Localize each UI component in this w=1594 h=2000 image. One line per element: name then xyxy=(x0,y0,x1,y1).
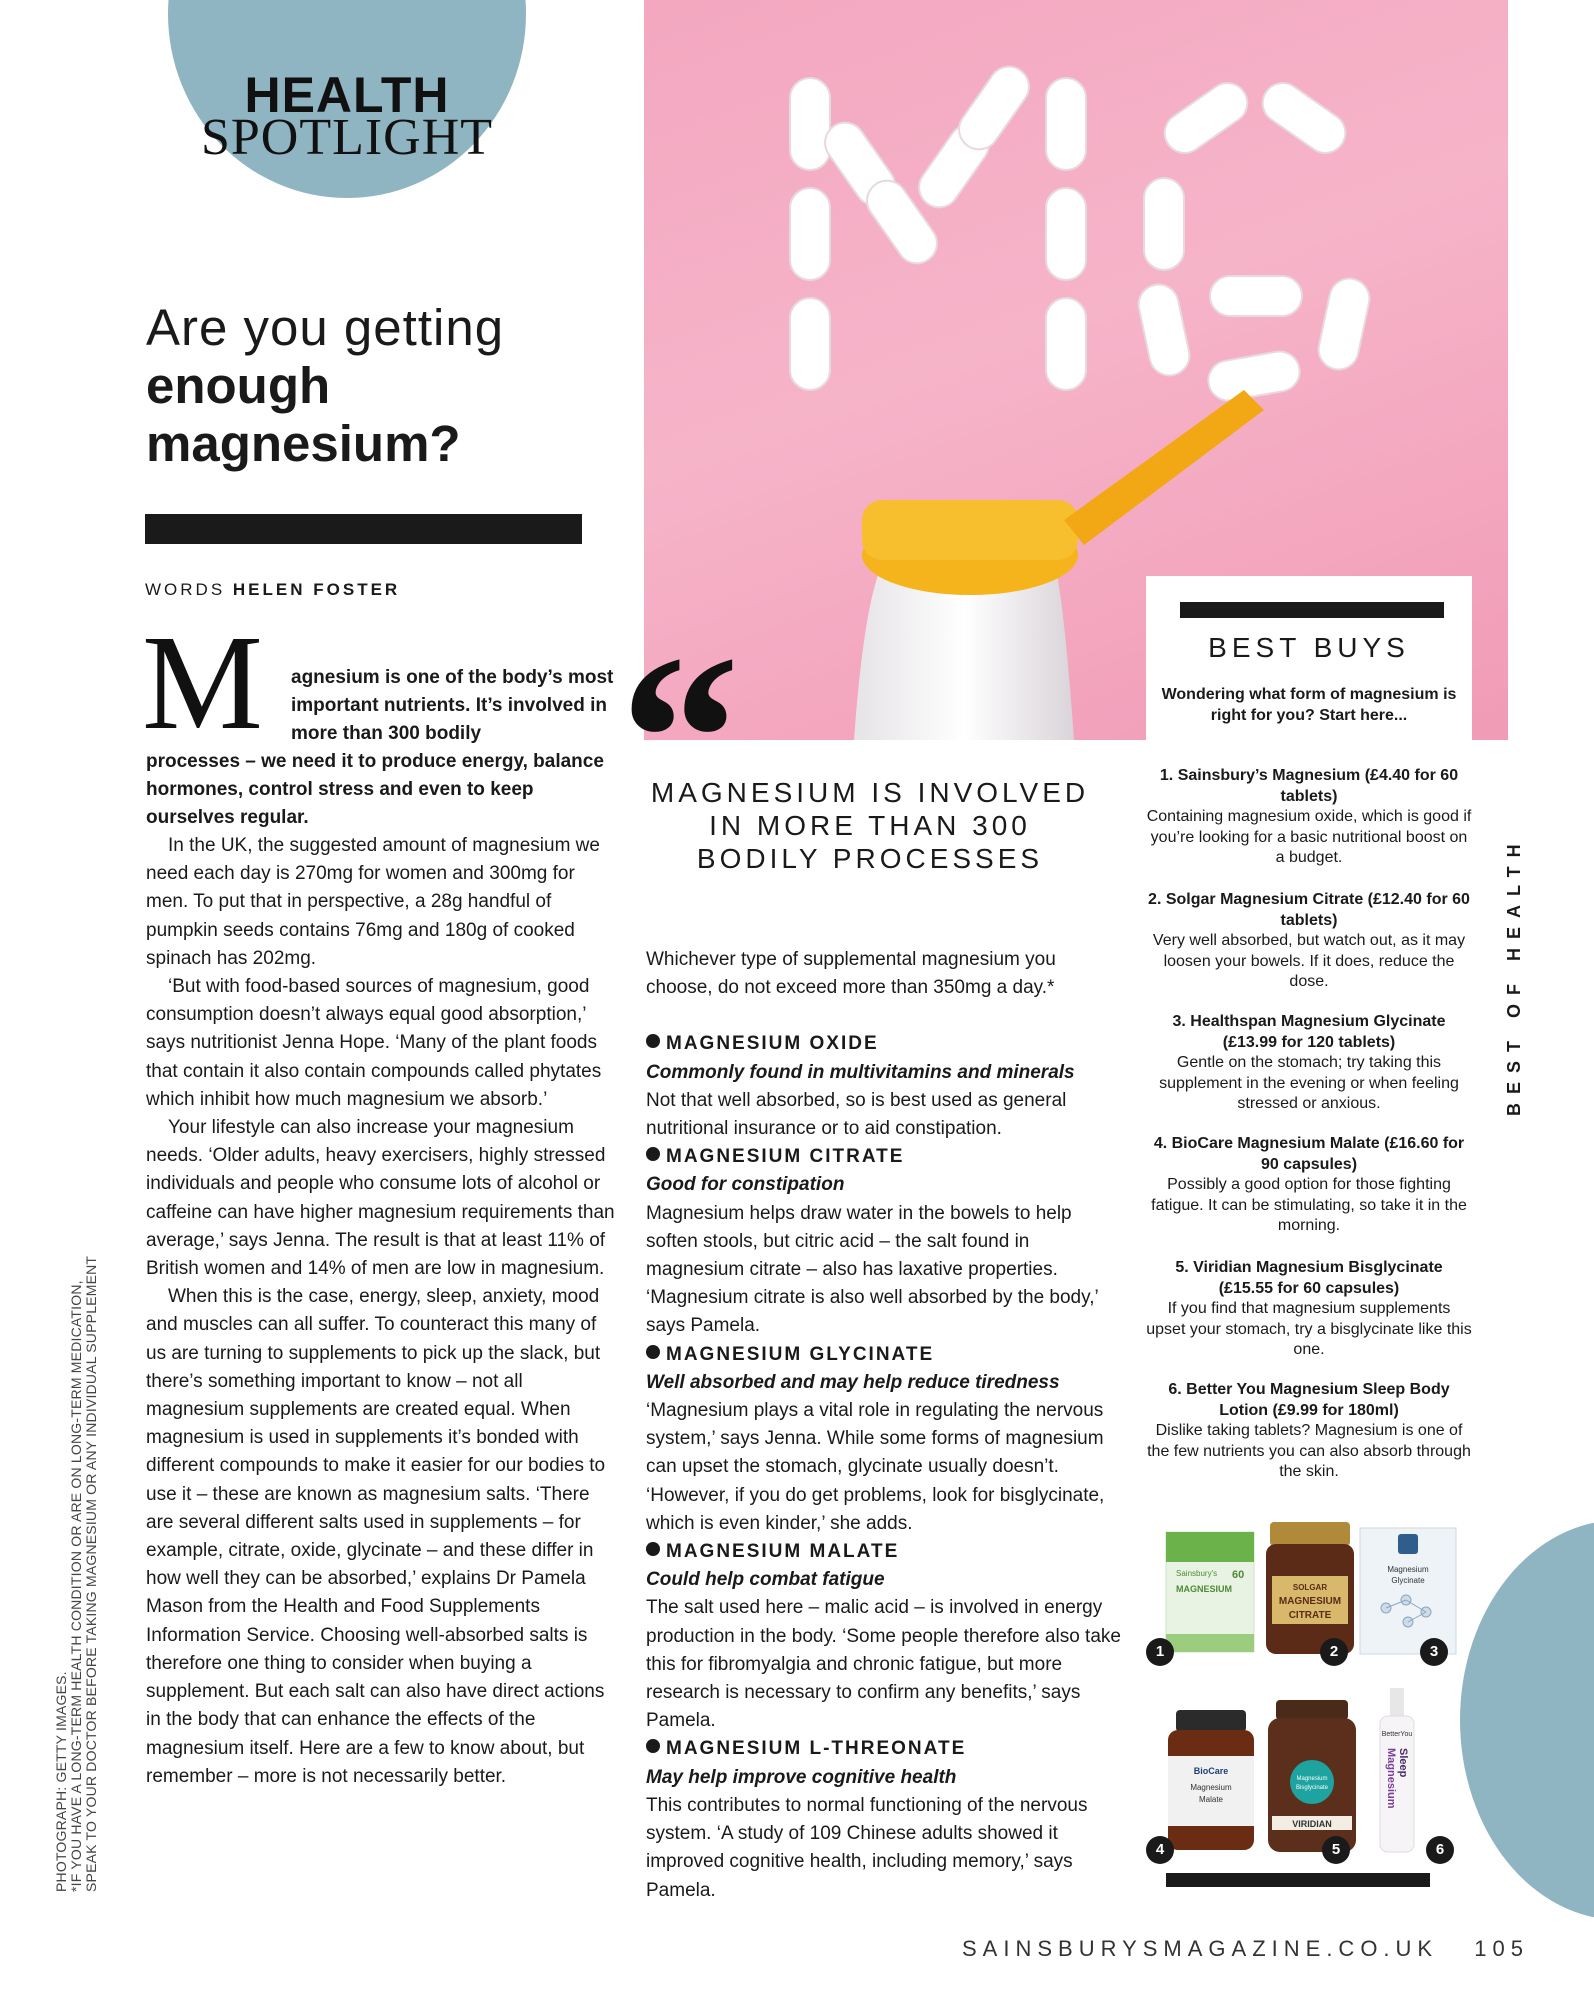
guide-section xyxy=(646,1143,1122,1340)
byline-label: WORDS xyxy=(145,580,226,599)
guide-section xyxy=(646,1030,1122,1143)
guide-section-tagline: Well absorbed and may help reduce tiredness xyxy=(646,1371,1060,1393)
pack-4-name: Magnesium xyxy=(1190,1783,1232,1792)
pack-2-form: CITRATE xyxy=(1288,1610,1332,1621)
guide-section-body: ‘Magnesium plays a vital role in regulating the nervous system,’ says Jenna. While some forms of magnesium can upset the stomach, glycinate usually doesn’t. ‘However, if you do get problems, look for bisglycinate, which is even kinder,’ she adds. xyxy=(646,1400,1105,1534)
section-label-spotlight: SPOTLIGHT xyxy=(200,109,494,166)
best-buy-desc: Possibly a good option for those fighting fatigue. It can be stimulating, so take it in the morning. xyxy=(1151,1176,1467,1234)
section-label-health: HEALTH xyxy=(244,67,450,123)
guide-section-title: MAGNESIUM GLYCINATE xyxy=(646,1341,1122,1369)
article-paragraph: Your lifestyle can also increase your magnesium needs. ‘Older adults, heavy exercisers, highly stressed individuals and people who consume lots of alcohol or caffeine can have higher magnesium requirements than average,’ says Jenna. The result is that at least 11% of British women and 14% of men are low in magnesium. xyxy=(146,1117,615,1280)
guide-section-title: MAGNESIUM L-THREONATE xyxy=(646,1735,1122,1763)
pack-1-count: 60 xyxy=(1232,1569,1245,1581)
guide-section-body: The salt used here – malic acid – is involved in energy production in the body. ‘Some people therefore also take this for fibromyalgia and chronic fatigue, but more research is necessary to confirm any benefits,’ says Pamela. xyxy=(646,1597,1121,1732)
pack-5-brand: VIRIDIAN xyxy=(1292,1819,1332,1829)
pack-6-name: Magnesium xyxy=(1385,1748,1397,1809)
supplement-guide xyxy=(646,946,1122,1905)
pack-2-brand: SOLGAR xyxy=(1292,1583,1328,1592)
credit-line: *IF YOU HAVE A LONG-TERM HEALTH CONDITION OR ARE ON LONG-TERM MEDICATION, xyxy=(68,1280,84,1892)
product-number: 4 xyxy=(1146,1836,1174,1864)
bullet-icon xyxy=(646,1147,660,1161)
article-paragraph: In the UK, the suggested amount of magnesium we need each day is 270mg for women and 300mg for men. To put that in perspective, a 28g handful of pumpkin seeds contains 76mg and 180g of cooked spinach has 202mg. xyxy=(146,835,600,969)
article-intro-b: processes – we need it to produce energy, balance hormones, control stress and even to keep ourselves regular. xyxy=(146,751,604,829)
best-buy-item xyxy=(1146,1134,1472,1237)
pack-6-brand: BetterYou xyxy=(1381,1731,1413,1738)
bullet-icon xyxy=(646,1739,660,1753)
guide-section-title: MAGNESIUM OXIDE xyxy=(646,1030,1122,1058)
best-buys-divider xyxy=(1180,602,1444,618)
page-number: 105 xyxy=(1474,1936,1529,1961)
best-buy-desc: Gentle on the stomach; try taking this supplement in the evening or when feeling stressed or anxious. xyxy=(1159,1054,1459,1112)
guide-section xyxy=(646,1538,1122,1735)
best-buy-item xyxy=(1146,890,1472,993)
best-buy-desc: Containing magnesium oxide, which is good if you’re looking for a basic nutritional boost on a budget. xyxy=(1146,808,1472,866)
guide-section xyxy=(646,1735,1122,1904)
decorative-circle xyxy=(1460,1520,1594,1920)
guide-intro: Whichever type of supplemental magnesium you choose, do not exceed more than 350mg a day.* xyxy=(646,949,1056,999)
best-buy-desc: Dislike taking tablets? Magnesium is one of the few nutrients you can also absorb through the skin. xyxy=(1147,1422,1471,1480)
quote-mark: “ xyxy=(620,605,740,871)
product-gallery xyxy=(1146,1512,1462,1872)
headline-line-2: enough xyxy=(146,357,331,414)
best-buy-name: 3. Healthspan Magnesium Glycinate (£13.99 for 120 tablets) xyxy=(1172,1013,1446,1051)
pack-2-name: MAGNESIUM xyxy=(1278,1596,1342,1607)
page-footer xyxy=(962,1936,1529,1962)
credit-line: SPEAK TO YOUR DOCTOR BEFORE TAKING MAGNESIUM OR ANY INDIVIDUAL SUPPLEMENT xyxy=(83,1255,99,1892)
product-number: 6 xyxy=(1426,1836,1454,1864)
best-buy-item xyxy=(1146,1012,1472,1115)
bullet-icon xyxy=(646,1034,660,1048)
best-buy-desc: If you find that magnesium supplements upset your stomach, try a bisglycinate like this one. xyxy=(1146,1300,1472,1358)
best-buy-item xyxy=(1146,766,1472,869)
article-paragraph: When this is the case, energy, sleep, anxiety, mood and muscles can all suffer. To counteract this many of us are turning to supplements to pick up the slack, but there’s something important to know – not all magnesium supplements are created equal. When magnesium is used in supplements it’s bonded with different compounds to make it easier for our bodies to use it – these are known as magnesium salts. ‘There are several different salts used in supplements – for example, citrate, oxide, glycinate – and these differ in how well they can be absorbed,’ explains Dr Pamela Mason from the Health and Food Supplements Information Service. Choosing well-absorbed salts is therefore one thing to consider when buying a supplement. But each salt can also have direct actions in the body that can enhance the effects of the magnesium itself. Here are a few to know about, but remember – more is not necessarily better. xyxy=(146,1286,606,1787)
pack-1-brand: Sainsbury's xyxy=(1176,1569,1218,1578)
photo-credit-disclaimer xyxy=(54,1112,99,1892)
product-number: 5 xyxy=(1322,1836,1350,1864)
best-buy-desc: Very well absorbed, but watch out, as it may loosen your bowels. If it does, reduce the dose. xyxy=(1152,932,1466,990)
headline-divider xyxy=(145,514,582,544)
best-buy-name: 4. BioCare Magnesium Malate (£16.60 for 90 capsules) xyxy=(1153,1135,1465,1173)
guide-section-body: Not that well absorbed, so is best used as general nutritional insurance or to aid constipation. xyxy=(646,1089,1067,1140)
best-buy-name: 5. Viridian Magnesium Bisglycinate (£15.55 for 60 capsules) xyxy=(1175,1259,1443,1297)
pack-4-form: Malate xyxy=(1198,1795,1224,1804)
byline xyxy=(145,580,400,600)
pull-quote: MAGNESIUM IS INVOLVED IN MORE THAN 300 BODILY PROCESSES xyxy=(650,777,1090,874)
pack-5-name: Magnesium xyxy=(1296,1776,1328,1782)
guide-section-body: Magnesium helps draw water in the bowels to help soften stools, but citric acid – the salt found in magnesium citrate – also has laxative properties. ‘Magnesium citrate is also well absorbed by the body,’ says Pamela. xyxy=(646,1202,1099,1337)
product-number: 3 xyxy=(1420,1638,1448,1666)
product-number: 2 xyxy=(1320,1638,1348,1666)
headline-line-1: Are you getting xyxy=(146,299,505,356)
article-paragraph: ‘But with food-based sources of magnesium, good consumption doesn’t always equal good absorption,’ says nutritionist Jenna Hope. ‘Many of the plant foods that contain it also contain compounds called phytates which inhibit how much magnesium we absorb.’ xyxy=(146,976,602,1110)
pack-1-name: MAGNESIUM xyxy=(1176,1584,1232,1594)
pack-4-brand: BioCare xyxy=(1193,1766,1229,1776)
byline-author: HELEN FOSTER xyxy=(232,580,401,599)
guide-section-tagline: May help improve cognitive health xyxy=(646,1766,957,1788)
best-buys-title: BEST BUYS xyxy=(1208,632,1410,663)
pack-3-name: Magnesium xyxy=(1387,1565,1429,1574)
best-buys-intro: Wondering what form of magnesium is right for you? Start here... xyxy=(1161,686,1457,724)
best-buy-name: 1. Sainsbury’s Magnesium (£4.40 for 60 tablets) xyxy=(1159,767,1459,805)
product-packs xyxy=(1146,1512,1462,1872)
guide-section-title: MAGNESIUM MALATE xyxy=(646,1538,1122,1566)
drop-cap: M xyxy=(142,608,263,758)
pack-6-form: Sleep xyxy=(1397,1748,1409,1778)
side-section-label: BEST OF HEALTH xyxy=(1504,835,1524,1116)
best-buy-name: 6. Better You Magnesium Sleep Body Lotion (£9.99 for 180ml) xyxy=(1168,1381,1450,1419)
footer-site: SAINSBURYSMAGAZINE.CO.UK xyxy=(962,1936,1439,1961)
guide-section-title: MAGNESIUM CITRATE xyxy=(646,1143,1122,1171)
gallery-divider xyxy=(1166,1873,1430,1887)
best-buy-item xyxy=(1146,1258,1472,1361)
guide-section-tagline: Good for constipation xyxy=(646,1174,845,1196)
headline-line-3: magnesium? xyxy=(146,415,461,472)
product-number: 1 xyxy=(1146,1638,1174,1666)
guide-section-tagline: Could help combat fatigue xyxy=(646,1569,885,1591)
best-buy-name: 2. Solgar Magnesium Citrate (£12.40 for 60 tablets) xyxy=(1148,891,1470,929)
guide-section-body: This contributes to normal functioning of the nervous system. ‘A study of 109 Chinese adults showed it improved cognitive health, including memory,’ says Pamela. xyxy=(646,1794,1088,1901)
guide-section-tagline: Commonly found in multivitamins and minerals xyxy=(646,1061,1075,1083)
guide-section xyxy=(646,1341,1122,1538)
pack-5-form: Bisglycinate xyxy=(1295,1785,1329,1791)
article-body xyxy=(146,832,621,1791)
bullet-icon xyxy=(646,1345,660,1359)
best-buy-item xyxy=(1146,1380,1472,1483)
pack-3-form: Glycinate xyxy=(1391,1576,1425,1585)
article-intro-a: agnesium is one of the body’s most important nutrients. It’s involved in more than 300 bodily xyxy=(291,667,614,745)
bullet-icon xyxy=(646,1542,660,1556)
credit-line: PHOTOGRAPH: GETTY IMAGES. xyxy=(53,1671,69,1892)
